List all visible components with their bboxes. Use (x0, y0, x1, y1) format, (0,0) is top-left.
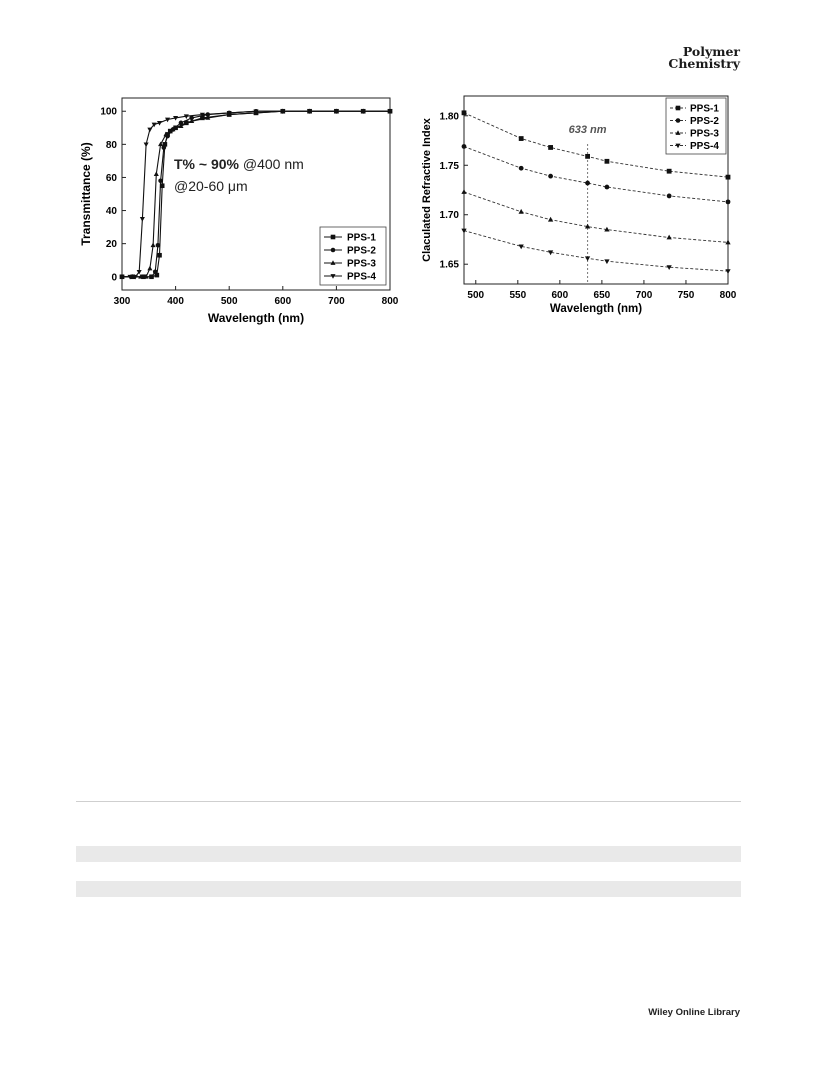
data-point (147, 266, 152, 271)
data-point (605, 159, 610, 164)
x-tick-label: 400 (167, 296, 184, 307)
publisher-footer: Wiley Online Library (648, 1007, 740, 1018)
y-tick-label: 1.70 (439, 210, 459, 222)
data-point (156, 243, 161, 248)
y-tick-label: 1.65 (439, 259, 459, 271)
data-point (140, 217, 145, 222)
y-tick-label: 0 (111, 272, 117, 284)
data-point (158, 142, 163, 147)
data-point (154, 171, 159, 176)
data-point (667, 235, 672, 240)
journal-name-line1: Polymer (682, 44, 740, 59)
data-point (548, 217, 553, 222)
data-point (726, 199, 731, 204)
series-pps-4 (461, 229, 730, 274)
legend-label: PPS-2 (347, 245, 376, 257)
section-divider (76, 801, 741, 802)
x-tick-label: 800 (719, 290, 737, 301)
series-fit-line (464, 231, 728, 272)
refractive-index-chart (416, 86, 746, 318)
data-point (151, 243, 156, 248)
y-tick-label: 40 (105, 206, 117, 218)
data-point (519, 209, 524, 214)
x-axis-label: Wavelength (nm) (207, 311, 305, 325)
data-point (585, 154, 590, 159)
series-fit-line (464, 192, 728, 242)
data-point (725, 269, 730, 274)
legend-label: PPS-2 (690, 116, 719, 127)
legend-label: PPS-4 (347, 271, 376, 283)
journal-name-line2: Chemistry (668, 56, 740, 71)
x-tick-label: 600 (274, 296, 292, 307)
data-point (726, 175, 731, 180)
x-tick-label: 700 (328, 296, 345, 307)
wavelength-marker-label: 633 nm (568, 124, 607, 136)
data-point (585, 181, 590, 186)
annotation-rest: @400 nm (238, 156, 304, 172)
legend-marker (676, 118, 681, 123)
legend-marker (331, 235, 336, 240)
y-tick-label: 80 (105, 139, 117, 151)
legend-marker (331, 248, 336, 253)
x-tick-label: 600 (551, 290, 569, 301)
legend-label: PPS-3 (690, 128, 719, 140)
legend-label: PPS-4 (690, 141, 719, 152)
data-point (604, 259, 609, 264)
data-point (147, 128, 152, 133)
data-point (585, 256, 590, 261)
x-tick-label: 550 (509, 290, 527, 301)
data-point (149, 274, 154, 279)
transmittance-chart (76, 92, 401, 332)
y-tick-label: 60 (105, 172, 117, 184)
data-point (157, 253, 162, 258)
x-tick-label: 700 (635, 290, 653, 301)
y-tick-label: 20 (105, 239, 117, 251)
x-axis-label: Wavelength (nm) (549, 303, 643, 315)
y-tick-label: 100 (100, 106, 117, 118)
legend-label: PPS-1 (690, 103, 719, 115)
data-point (461, 189, 466, 194)
data-point (462, 144, 467, 149)
data-point (548, 174, 553, 179)
annotation-bold: T% ~ 90% (174, 156, 239, 172)
x-tick-label: 500 (467, 290, 485, 301)
data-point (725, 240, 730, 245)
x-tick-label: 650 (593, 290, 611, 301)
table-band-2 (76, 881, 741, 897)
x-tick-label: 800 (381, 296, 399, 307)
legend (320, 227, 386, 285)
series-pps-3 (461, 189, 730, 244)
annotation-line2: @20-60 μm (174, 178, 248, 194)
legend-label: PPS-1 (347, 232, 376, 244)
data-point (548, 145, 553, 150)
data-point (519, 166, 524, 171)
y-axis-label: Transmittance (%) (79, 142, 93, 246)
data-point (667, 194, 672, 199)
data-point (667, 169, 672, 174)
y-tick-label: 1.75 (439, 160, 459, 172)
x-tick-label: 500 (220, 296, 238, 307)
table-band-1 (76, 846, 741, 862)
x-tick-label: 750 (677, 290, 695, 301)
annotation-line1 (174, 156, 304, 172)
data-point (153, 269, 158, 274)
legend-marker (676, 106, 681, 111)
data-point (605, 185, 610, 190)
legend (666, 98, 726, 154)
data-point (462, 110, 467, 115)
legend-label: PPS-3 (347, 258, 376, 270)
y-axis-label: Claculated Refractive Index (421, 118, 433, 262)
x-tick-label: 300 (113, 296, 131, 307)
data-point (144, 143, 149, 148)
data-point (519, 136, 524, 141)
y-tick-label: 1.80 (439, 111, 459, 123)
data-point (158, 178, 163, 183)
journal-name (668, 46, 740, 70)
series-fit-line (464, 147, 728, 202)
